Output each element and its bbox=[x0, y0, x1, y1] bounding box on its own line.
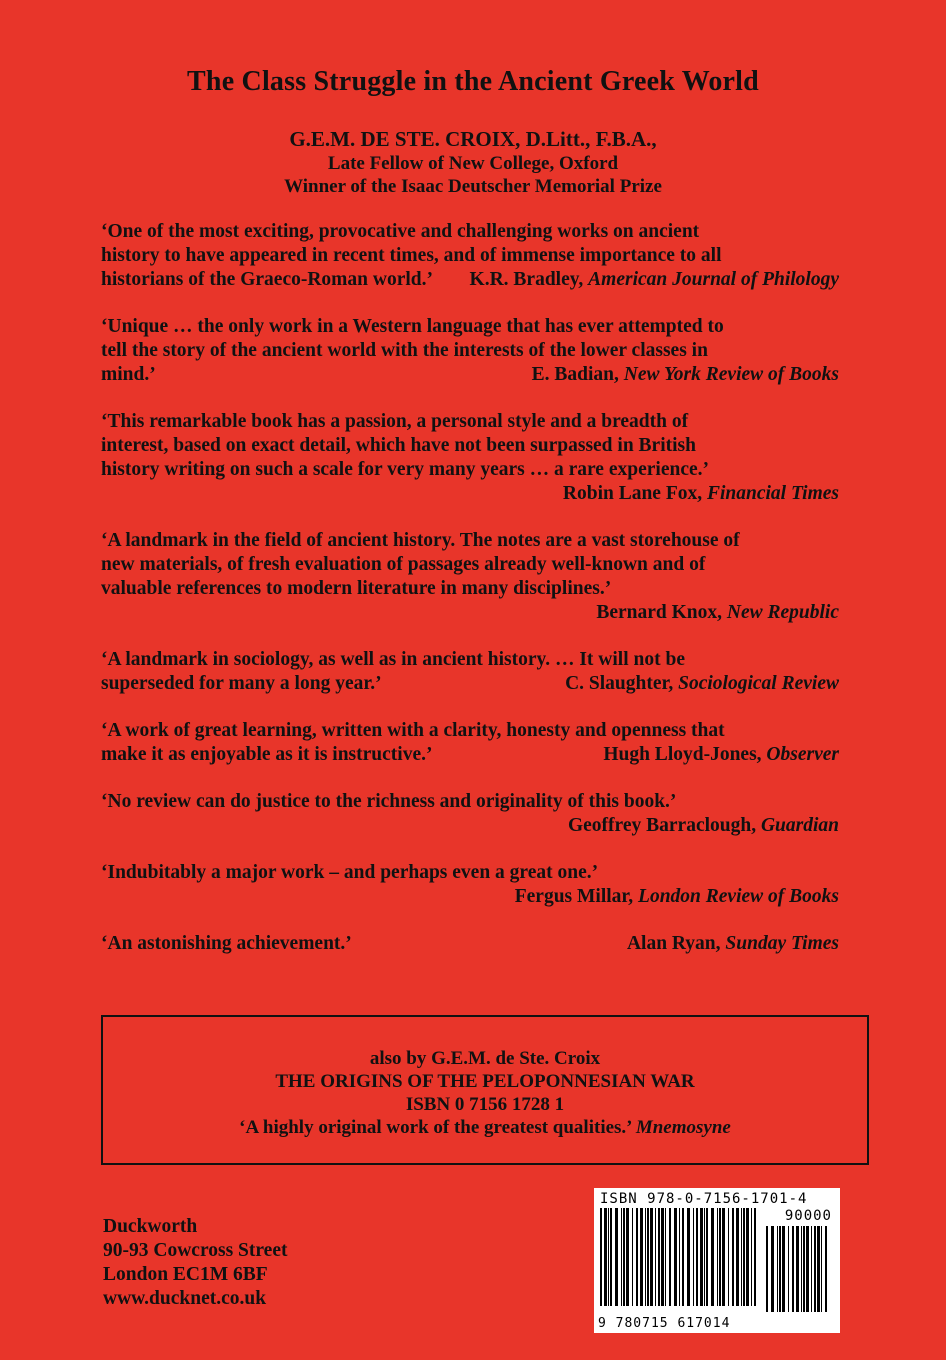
review-quote bbox=[101, 790, 839, 838]
quote-line: ‘No review can do justice to the richness and originality of this book.’ bbox=[101, 791, 677, 812]
quote-attribution bbox=[101, 363, 839, 387]
barcode-bar bbox=[746, 1208, 749, 1306]
quote-attribution bbox=[101, 601, 839, 625]
barcode-bar bbox=[754, 1208, 756, 1306]
quote-line: tell the story of the ancient world with the interests of the lower classes in bbox=[101, 340, 708, 361]
barcode-bar bbox=[623, 1208, 625, 1306]
barcode-bar bbox=[661, 1208, 664, 1306]
reviewer-name: Hugh Lloyd-Jones, bbox=[603, 744, 762, 765]
quote-text bbox=[101, 790, 839, 814]
also-by-quote-source: Mnemosyne bbox=[635, 1117, 731, 1138]
quote-attribution bbox=[101, 885, 839, 909]
barcode-bar bbox=[788, 1226, 789, 1312]
also-by-quote-line bbox=[103, 1116, 867, 1139]
author-name: G.E.M. DE STE. CROIX, D.Litt., F.B.A., bbox=[289, 127, 657, 151]
barcode-bar bbox=[743, 1208, 745, 1306]
barcode-bar bbox=[604, 1208, 607, 1306]
barcode-bar bbox=[806, 1226, 809, 1312]
quote-line: historians of the Graeco-Roman world.’ bbox=[101, 269, 434, 290]
barcode-bar bbox=[658, 1208, 660, 1306]
also-by-title: THE ORIGINS OF THE PELOPONNESIAN WAR bbox=[275, 1071, 695, 1092]
quote-text bbox=[101, 529, 839, 601]
barcode-bar bbox=[751, 1208, 752, 1306]
barcode-bar bbox=[771, 1226, 774, 1312]
quote-text bbox=[101, 861, 839, 885]
barcode-bar bbox=[621, 1208, 622, 1306]
barcode-bar bbox=[700, 1208, 703, 1306]
quote-line: ‘An astonishing achievement.’ bbox=[101, 933, 352, 954]
barcode-bar bbox=[696, 1208, 698, 1306]
barcode-bar bbox=[626, 1208, 629, 1306]
quote-line: ‘A landmark in the field of ancient history. The notes are a vast storehouse of bbox=[101, 530, 740, 551]
review-quotes bbox=[101, 220, 839, 979]
quote-line: valuable references to modern literature in many disciplines.’ bbox=[101, 578, 612, 599]
quote-attribution bbox=[101, 482, 839, 506]
reviewer-name: Bernard Knox, bbox=[596, 602, 722, 623]
barcode-bar bbox=[645, 1208, 646, 1306]
publication-name: New Republic bbox=[726, 602, 839, 623]
publication-name: Sunday Times bbox=[725, 933, 839, 954]
barcode-bars bbox=[598, 1208, 758, 1312]
publisher-website: www.ducknet.co.uk bbox=[103, 1288, 267, 1309]
quote-line: mind.’ bbox=[101, 364, 156, 385]
barcode-bar bbox=[615, 1208, 618, 1306]
also-by-quote: ‘A highly original work of the greatest qualities.’ bbox=[239, 1117, 632, 1138]
reviewer-name: Fergus Millar, bbox=[514, 886, 634, 907]
barcode-bar bbox=[655, 1208, 656, 1306]
publisher-name: Duckworth bbox=[103, 1216, 198, 1237]
barcode-isbn-text: ISBN 978-0-7156-1701-4 bbox=[600, 1191, 808, 1207]
publisher-address bbox=[103, 1215, 288, 1311]
barcode-bar bbox=[801, 1226, 802, 1312]
barcode-bar bbox=[732, 1208, 734, 1306]
quote-line: ‘Indubitably a major work – and perhaps even a great one.’ bbox=[101, 862, 599, 883]
barcode-bar bbox=[814, 1226, 816, 1312]
reviewer-name: C. Slaughter, bbox=[565, 673, 674, 694]
barcode-bar bbox=[803, 1226, 805, 1312]
barcode-bar bbox=[722, 1208, 725, 1306]
barcode-bar bbox=[728, 1208, 729, 1306]
barcode-bar bbox=[719, 1208, 721, 1306]
quote-line: new materials, of fresh evaluation of passages already well-known and of bbox=[101, 554, 706, 575]
barcode-bar bbox=[821, 1226, 822, 1312]
barcode-bar bbox=[608, 1208, 609, 1306]
publication-name: Financial Times bbox=[707, 483, 839, 504]
barcode-bar bbox=[636, 1208, 638, 1306]
barcode-bar bbox=[632, 1208, 633, 1306]
quote-line: ‘This remarkable book has a passion, a personal style and a breadth of bbox=[101, 411, 689, 432]
barcode-bar bbox=[811, 1226, 812, 1312]
barcode-bar bbox=[665, 1208, 666, 1306]
review-quote bbox=[101, 719, 839, 767]
quote-line: history to have appeared in recent times, and of immense importance to all bbox=[101, 245, 722, 266]
review-quote bbox=[101, 932, 839, 956]
barcode-bar bbox=[640, 1208, 643, 1306]
barcode-bar bbox=[736, 1208, 739, 1306]
review-quote bbox=[101, 861, 839, 909]
quote-text bbox=[101, 410, 839, 482]
reviewer-name: Alan Ryan, bbox=[626, 933, 721, 954]
reviewer-name: K.R. Bradley, bbox=[469, 269, 584, 290]
publication-name: London Review of Books bbox=[638, 886, 839, 907]
barcode-bar bbox=[650, 1208, 653, 1306]
quote-line: make it as enjoyable as it is instructive.’ bbox=[101, 744, 433, 765]
quote-line: ‘Unique … the only work in a Western language that has ever attempted to bbox=[101, 316, 724, 337]
publication-name: New York Review of Books bbox=[623, 364, 839, 385]
publication-name: Sociological Review bbox=[678, 673, 839, 694]
barcode-bar bbox=[679, 1208, 680, 1306]
barcode-bar bbox=[610, 1208, 612, 1306]
barcode-bar bbox=[792, 1226, 794, 1312]
barcode-bar bbox=[674, 1208, 677, 1306]
barcode-bar bbox=[782, 1226, 785, 1312]
author-block bbox=[0, 126, 946, 198]
review-quote bbox=[101, 315, 839, 387]
barcode-bar bbox=[669, 1208, 671, 1306]
also-by-isbn: ISBN 0 7156 1728 1 bbox=[405, 1094, 565, 1115]
barcode-bar bbox=[766, 1226, 768, 1312]
review-quote bbox=[101, 410, 839, 506]
review-quote bbox=[101, 220, 839, 292]
barcode-bar bbox=[741, 1208, 742, 1306]
isbn-barcode bbox=[594, 1188, 840, 1333]
barcode-bar bbox=[682, 1208, 684, 1306]
barcode-price-bars bbox=[764, 1226, 830, 1312]
publication-name: Observer bbox=[766, 744, 839, 765]
quote-line: superseded for many a long year.’ bbox=[101, 673, 382, 694]
barcode-bar bbox=[693, 1208, 694, 1306]
review-quote bbox=[101, 529, 839, 625]
publication-name: Guardian bbox=[760, 815, 839, 836]
quote-line: history writing on such a scale for very many years … a rare experience.’ bbox=[101, 459, 709, 480]
reviewer-name: E. Badian, bbox=[531, 364, 619, 385]
barcode-digits: 9 780715 617014 bbox=[598, 1316, 731, 1331]
barcode-bar bbox=[711, 1208, 714, 1306]
author-affiliation: Late Fellow of New College, Oxford bbox=[327, 153, 619, 174]
barcode-bar bbox=[825, 1226, 827, 1312]
publisher-city: London EC1M 6BF bbox=[103, 1264, 268, 1285]
publication-name: American Journal of Philology bbox=[588, 269, 839, 290]
barcode-bar bbox=[600, 1208, 602, 1306]
author-prize: Winner of the Isaac Deutscher Memorial Prize bbox=[284, 176, 662, 197]
quote-attribution bbox=[101, 814, 839, 838]
barcode-bar bbox=[687, 1208, 690, 1306]
quote-line: ‘One of the most exciting, provocative and challenging works on ancient bbox=[101, 221, 700, 242]
quote-line: ‘A work of great learning, written with a clarity, honesty and openness that bbox=[101, 720, 725, 741]
publisher-street: 90-93 Cowcross Street bbox=[103, 1240, 288, 1261]
barcode-bar bbox=[706, 1208, 708, 1306]
reviewer-name: Robin Lane Fox, bbox=[562, 483, 703, 504]
barcode-bar bbox=[704, 1208, 705, 1306]
book-title: The Class Struggle in the Ancient Greek World bbox=[187, 66, 759, 97]
barcode-price-code: 90000 bbox=[784, 1208, 832, 1224]
reviewer-name: Geoffrey Barraclough, bbox=[567, 815, 757, 836]
barcode-bar bbox=[777, 1226, 778, 1312]
barcode-bar bbox=[796, 1226, 799, 1312]
barcode-bar bbox=[779, 1226, 781, 1312]
barcode-bar bbox=[647, 1208, 649, 1306]
quote-line: interest, based on exact detail, which have not been surpassed in British bbox=[101, 435, 696, 456]
quote-line: ‘A landmark in sociology, as well as in ancient history. … It will not be bbox=[101, 649, 685, 670]
also-by-heading: also by G.E.M. de Ste. Croix bbox=[369, 1048, 601, 1069]
barcode-bar bbox=[817, 1226, 820, 1312]
also-by-box bbox=[101, 1015, 869, 1165]
barcode-bar bbox=[717, 1208, 718, 1306]
review-quote bbox=[101, 648, 839, 696]
